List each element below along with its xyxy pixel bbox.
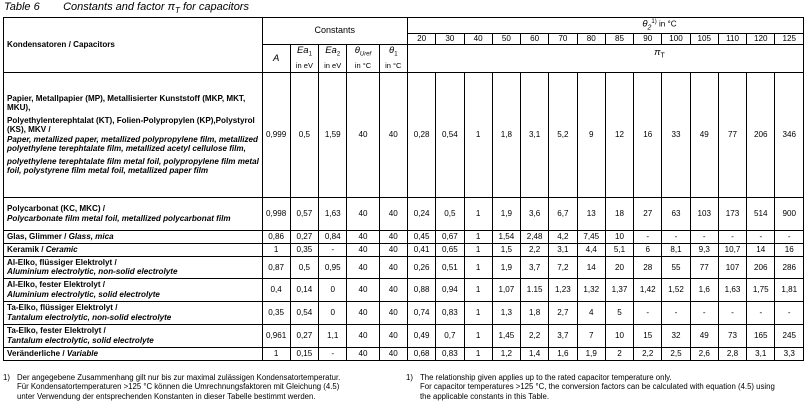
temp-header: 70 (549, 33, 577, 44)
pi-value: 1,2 (492, 347, 520, 360)
pi-value: 1,54 (492, 230, 520, 243)
pi-value: 0,24 (407, 197, 435, 230)
pi-value: 4,4 (577, 243, 605, 256)
pi-value: 1 (464, 230, 492, 243)
temp-header: 120 (747, 33, 775, 44)
pi-value: 206 (747, 256, 775, 278)
capacitor-constants-table (3, 17, 804, 361)
pi-value: 2,2 (521, 324, 549, 347)
component-name: Ta-Elko, flüssiger Elektrolyt / Tantalum electrolytic, non-solid electrolyte (4, 301, 263, 324)
table-title: Constants and factor $\pi_T$ for capacitors (63, 1, 249, 16)
pi-value: - (690, 301, 718, 324)
pi-value: 0,68 (407, 347, 435, 360)
value-uref: 40 (347, 347, 379, 360)
pi-value: 286 (775, 256, 804, 278)
value-ea1: 0,35 (290, 243, 318, 256)
value-t1: 40 (379, 278, 407, 301)
pi-value: 0,26 (407, 256, 435, 278)
pi-value: 173 (718, 197, 746, 230)
pi-value: 2 (605, 347, 633, 360)
pi-value: 0,49 (407, 324, 435, 347)
pi-value: 20 (605, 256, 633, 278)
table-row (4, 197, 804, 230)
value-ea1: 0,57 (290, 197, 318, 230)
value-uref: 40 (347, 301, 379, 324)
value-a: 0,998 (262, 197, 290, 230)
temp-header: 105 (690, 33, 718, 44)
pi-value: 1,45 (492, 324, 520, 347)
pi-value: 28 (634, 256, 662, 278)
temp-header: 100 (662, 33, 690, 44)
pi-value: - (747, 230, 775, 243)
pi-value: 3,7 (521, 256, 549, 278)
pi-value: 33 (662, 72, 690, 197)
pi-value: 32 (662, 324, 690, 347)
value-uref: 40 (347, 230, 379, 243)
value-uref: 40 (347, 256, 379, 278)
value-ea2: 0,84 (319, 230, 347, 243)
pi-value: 1 (464, 301, 492, 324)
pi-value: 2,6 (690, 347, 718, 360)
value-uref: 40 (347, 72, 379, 197)
temp-header: 125 (775, 33, 804, 44)
pi-value: 5,2 (549, 72, 577, 197)
value-t1: 40 (379, 256, 407, 278)
value-a: 0,961 (262, 324, 290, 347)
pi-value: 8,1 (662, 243, 690, 256)
pi-value: 49 (690, 72, 718, 197)
pi-value: 0,41 (407, 243, 435, 256)
value-a: 1 (262, 243, 290, 256)
value-a: 0,999 (262, 72, 290, 197)
pi-value: 77 (718, 72, 746, 197)
pi-value: 0,7 (436, 324, 464, 347)
component-name: Al-Elko, fester Elektrolyt / Aluminium electrolytic, solid electrolyte (4, 278, 263, 301)
pi-value: 3,1 (747, 347, 775, 360)
value-ea1: 0,15 (290, 347, 318, 360)
temp-header: 90 (634, 33, 662, 44)
table-row (4, 243, 804, 256)
component-name: Glas, Glimmer / Glass, mica (4, 230, 263, 243)
pi-value: 77 (690, 256, 718, 278)
pi-value: 9 (577, 72, 605, 197)
pi-value: 0,67 (436, 230, 464, 243)
pi-value: 10 (605, 230, 633, 243)
component-name: Al-Elko, flüssiger Elektrolyt / Aluminium electrolytic, non-solid electrolyte (4, 256, 263, 278)
pi-value: 900 (775, 197, 804, 230)
pi-value: 73 (718, 324, 746, 347)
component-name: Keramik / Ceramic (4, 243, 263, 256)
value-a: 0,86 (262, 230, 290, 243)
temp-header: 20 (407, 33, 435, 44)
pi-value: 1.15 (521, 278, 549, 301)
pi-value: 10 (605, 324, 633, 347)
pi-value: 2,5 (662, 347, 690, 360)
pi-value: 1 (464, 72, 492, 197)
pi-value: 1 (464, 347, 492, 360)
pi-value: 1 (464, 243, 492, 256)
value-ea2: 1,1 (319, 324, 347, 347)
pi-value: - (662, 301, 690, 324)
value-ea2: - (319, 243, 347, 256)
pi-value: - (775, 301, 804, 324)
pi-value: 3,6 (521, 197, 549, 230)
pi-value: 1,52 (662, 278, 690, 301)
pi-value: 1,37 (605, 278, 633, 301)
pi-value: 1,75 (747, 278, 775, 301)
pi-value: 7,45 (577, 230, 605, 243)
value-ea1: 0,27 (290, 324, 318, 347)
pi-value: 27 (634, 197, 662, 230)
component-name: Veränderliche / Variable (4, 347, 263, 360)
table-number: Table 6 (4, 1, 40, 13)
value-t1: 40 (379, 324, 407, 347)
pi-value: 1,4 (521, 347, 549, 360)
pi-value: 63 (662, 197, 690, 230)
pi-value: 1,8 (492, 72, 520, 197)
pi-value: 55 (662, 256, 690, 278)
value-ea1: 0,5 (290, 72, 318, 197)
pi-value: 15 (634, 324, 662, 347)
value-ea1: 0,27 (290, 230, 318, 243)
pi-value: - (690, 230, 718, 243)
pi-value: 14 (747, 243, 775, 256)
pi-value: 0,94 (436, 278, 464, 301)
temp-header: 30 (436, 33, 464, 44)
pi-value: 0,54 (436, 72, 464, 197)
pi-value: 107 (718, 256, 746, 278)
pi-value: 1,8 (521, 301, 549, 324)
pi-value: 1,23 (549, 278, 577, 301)
pi-value: - (634, 301, 662, 324)
pi-value: 4,2 (549, 230, 577, 243)
pi-value: 103 (690, 197, 718, 230)
col-t1-header: $\theta_1$ in °C (379, 44, 407, 72)
pi-value: 2,2 (521, 243, 549, 256)
col-ea2-header: $Ea_2$ in eV (319, 44, 347, 72)
pi-value: 2,8 (718, 347, 746, 360)
footnote-german: 1) Der angegebene Zusammenhang gilt nur bis zur maximal zulässigen Kondensatortemperatur. Für Kondensatortemperaturen >125 °C können die Umrechnungsfaktoren mit Gleichung (4.5) unter Verwendung der entsprechenden Konstanten in dieser Tabelle bestimmt werden. (3, 373, 341, 401)
value-ea2: 0 (319, 278, 347, 301)
pi-value: 0,74 (407, 301, 435, 324)
pi-value: 9,3 (690, 243, 718, 256)
value-ea2: - (319, 347, 347, 360)
pi-value: 14 (577, 256, 605, 278)
pi-value: 0,51 (436, 256, 464, 278)
value-ea2: 0,95 (319, 256, 347, 278)
pi-value: 514 (747, 197, 775, 230)
pi-value: 1,5 (492, 243, 520, 256)
pi-value: 245 (775, 324, 804, 347)
value-uref: 40 (347, 324, 379, 347)
theta2-header: $\theta_2^{1)}$ in °C (407, 18, 803, 34)
pi-t-header: $\pi_T$ (407, 44, 803, 72)
pi-value: 346 (775, 72, 804, 197)
component-name: Ta-Elko, fester Elektrolyt / Tantalum electrolytic, solid electrolyte (4, 324, 263, 347)
temp-header: 85 (605, 33, 633, 44)
table-row (4, 301, 804, 324)
table-row (4, 278, 804, 301)
pi-value: 5 (605, 301, 633, 324)
component-header: Kondensatoren / Capacitors (4, 18, 263, 73)
value-a: 1 (262, 347, 290, 360)
table-caption (4, 1, 249, 15)
value-ea2: 0 (319, 301, 347, 324)
pi-value: 1,9 (577, 347, 605, 360)
pi-value: 1,07 (492, 278, 520, 301)
pi-value: 1,42 (634, 278, 662, 301)
pi-value: 3,1 (521, 72, 549, 197)
pi-value: - (718, 301, 746, 324)
table-row (4, 72, 804, 197)
temp-header: 50 (492, 33, 520, 44)
pi-value: 165 (747, 324, 775, 347)
pi-value: 7,2 (549, 256, 577, 278)
pi-value: 1 (464, 278, 492, 301)
pi-value: 10,7 (718, 243, 746, 256)
table-row (4, 324, 804, 347)
pi-value: 1,32 (577, 278, 605, 301)
pi-value: 16 (634, 72, 662, 197)
pi-value: 3,7 (549, 324, 577, 347)
value-t1: 40 (379, 230, 407, 243)
pi-value: 13 (577, 197, 605, 230)
pi-value: 1,6 (690, 278, 718, 301)
pi-value: 1 (464, 256, 492, 278)
pi-value: 4 (577, 301, 605, 324)
value-ea1: 0,5 (290, 256, 318, 278)
value-t1: 40 (379, 301, 407, 324)
pi-value: 6,7 (549, 197, 577, 230)
table-row (4, 256, 804, 278)
value-t1: 40 (379, 72, 407, 197)
temp-header: 80 (577, 33, 605, 44)
col-uref-header: $\theta_{Uref}$ in °C (347, 44, 379, 72)
value-uref: 40 (347, 197, 379, 230)
pi-value: - (634, 230, 662, 243)
value-t1: 40 (379, 347, 407, 360)
pi-value: 0,5 (436, 197, 464, 230)
value-a: 0,87 (262, 256, 290, 278)
value-t1: 40 (379, 197, 407, 230)
value-ea2: 1,63 (319, 197, 347, 230)
pi-value: 0,83 (436, 301, 464, 324)
value-t1: 40 (379, 243, 407, 256)
pi-value: 5,1 (605, 243, 633, 256)
pi-value: 18 (605, 197, 633, 230)
temp-header: 40 (464, 33, 492, 44)
pi-value: 0,45 (407, 230, 435, 243)
pi-value: 49 (690, 324, 718, 347)
value-ea1: 0,54 (290, 301, 318, 324)
component-name: Papier, Metallpapier (MP), Metallisierter Kunststoff (MKP, MKT, MKU), Polyethylenterephtalat (KT), Folien-Polypropylen (KP),Polystyrol (KS), MKV / Paper, metallized paper, metallized polypropylene film, metallized polyethylene terephtalate film, metallized acetyl cellulose film, polyethylene terephtalate film metal foil, polypropylene film metal foil, polystyrene film metal foil, metallized paper film (4, 72, 263, 197)
pi-value: 2,7 (549, 301, 577, 324)
value-ea1: 0,14 (290, 278, 318, 301)
value-ea2: 1,59 (319, 72, 347, 197)
table-row (4, 347, 804, 360)
temp-header: 110 (718, 33, 746, 44)
value-a: 0,35 (262, 301, 290, 324)
pi-value: 1,63 (718, 278, 746, 301)
pi-value: 3,1 (549, 243, 577, 256)
pi-value: 206 (747, 72, 775, 197)
pi-value: 2,2 (634, 347, 662, 360)
pi-value: 1,9 (492, 256, 520, 278)
pi-value: - (718, 230, 746, 243)
pi-value: 1,3 (492, 301, 520, 324)
col-ea1-header: $Ea_1$ in eV (290, 44, 318, 72)
pi-value: 7 (577, 324, 605, 347)
pi-value: 0,88 (407, 278, 435, 301)
pi-value: 0,28 (407, 72, 435, 197)
pi-value: 1 (464, 324, 492, 347)
value-a: 0,4 (262, 278, 290, 301)
pi-value: 1,6 (549, 347, 577, 360)
pi-value: 0,65 (436, 243, 464, 256)
header-row-1 (4, 18, 804, 34)
pi-value: 16 (775, 243, 804, 256)
pi-value: 1,81 (775, 278, 804, 301)
pi-value: 6 (634, 243, 662, 256)
pi-value: - (662, 230, 690, 243)
pi-value: - (775, 230, 804, 243)
pi-value: 0,83 (436, 347, 464, 360)
pi-value: 3,3 (775, 347, 804, 360)
pi-value: - (747, 301, 775, 324)
value-uref: 40 (347, 278, 379, 301)
pi-value: 1 (464, 197, 492, 230)
pi-value: 1,9 (492, 197, 520, 230)
constants-header: Constants (262, 18, 407, 45)
footnote-english: 1) The relationship given applies up to the rated capacitor temperature only. For capacitor temperatures >125 °C, the conversion factors can be calculated with equation (4.5) using the applicable constants in this Table. (406, 373, 775, 401)
temp-header: 60 (521, 33, 549, 44)
pi-value: 12 (605, 72, 633, 197)
table-row (4, 230, 804, 243)
component-name: Polycarbonat (KC, MKC) / Polycarbonate film metal foil, metallized polycarbonat film (4, 197, 263, 230)
value-uref: 40 (347, 243, 379, 256)
pi-value: 2,48 (521, 230, 549, 243)
col-a-header: A (262, 44, 290, 72)
